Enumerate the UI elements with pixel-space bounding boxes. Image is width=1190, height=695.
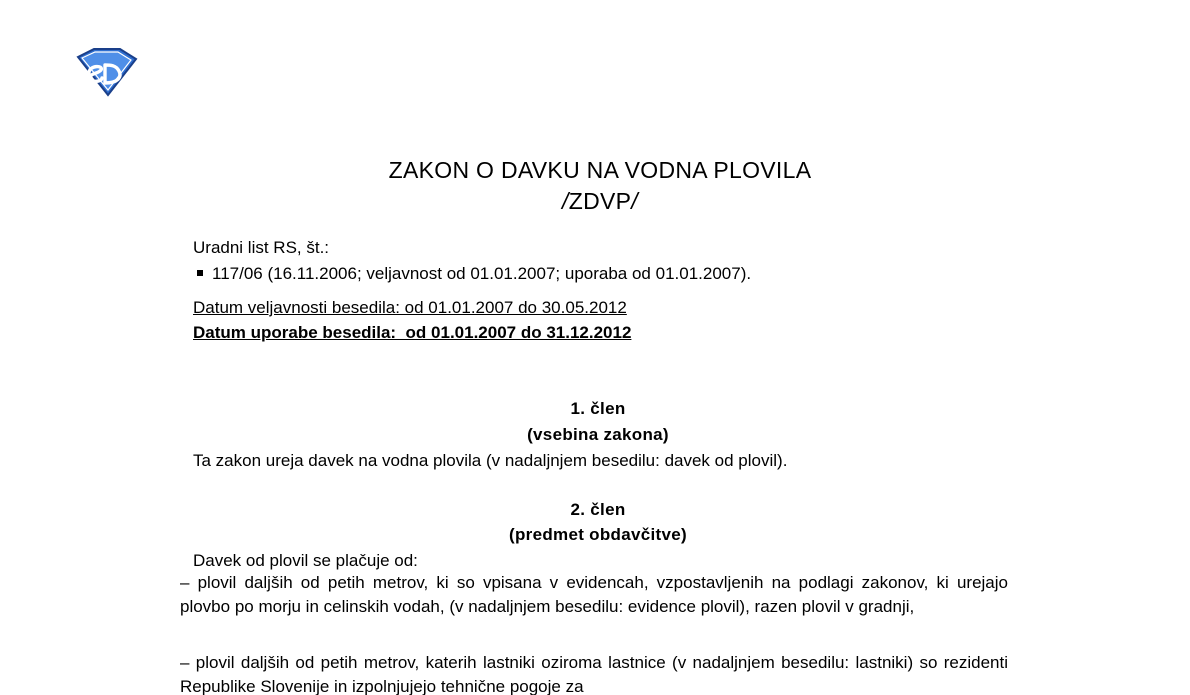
abbr-suffix: / [631,188,638,214]
article-1-title: (vsebina zakona) [527,425,669,444]
gazette-label: Uradni list RS, št.: [193,238,330,257]
article-2-item-1: – plovil daljših od petih metrov, ki so vpisana v evidencah, vzpostavljenih na podlagi zakonov, ki urejajo plovbo po morju in celinskih vodah, (v nadaljnjem besedilu: evidence plovil), razen plovil v gradnji, [180,573,1008,616]
article-1-number: 1. člen [570,399,626,418]
article-2-item-2: – plovil daljših od petih metrov, katerih lastniki oziroma lastnice (v nadaljnjem besedilu: lastniki) so rezidenti Republike Slovenije in izpolnjujejo tehnične pogoje za [180,653,1008,695]
law-abbreviation [0,187,1190,215]
validity-date: Datum veljavnosti besedila: od 01.01.2007 do 30.05.2012 [193,298,627,317]
sd-logo-icon [72,47,140,97]
law-title: ZAKON O DAVKU NA VODNA PLOVILA [388,157,812,183]
gazette-entry [197,263,751,285]
application-date: Datum uporabe besedila: od 01.01.2007 do 31.12.2012 [193,323,632,342]
article-2-number: 2. člen [570,500,626,519]
abbr-prefix: / [562,188,569,214]
bullet-icon [197,270,203,276]
abbr-text: ZDVP [568,188,632,214]
article-2-intro: Davek od plovil se plačuje od: [193,551,418,570]
gazette-entry-text: 117/06 (16.11.2006; veljavnost od 01.01.2007; uporaba od 01.01.2007). [212,264,752,283]
article-1-text: Ta zakon ureja davek na vodna plovila (v nadaljnjem besedilu: davek od plovil). [193,451,788,470]
article-2-title: (predmet obdavčitve) [509,525,687,544]
